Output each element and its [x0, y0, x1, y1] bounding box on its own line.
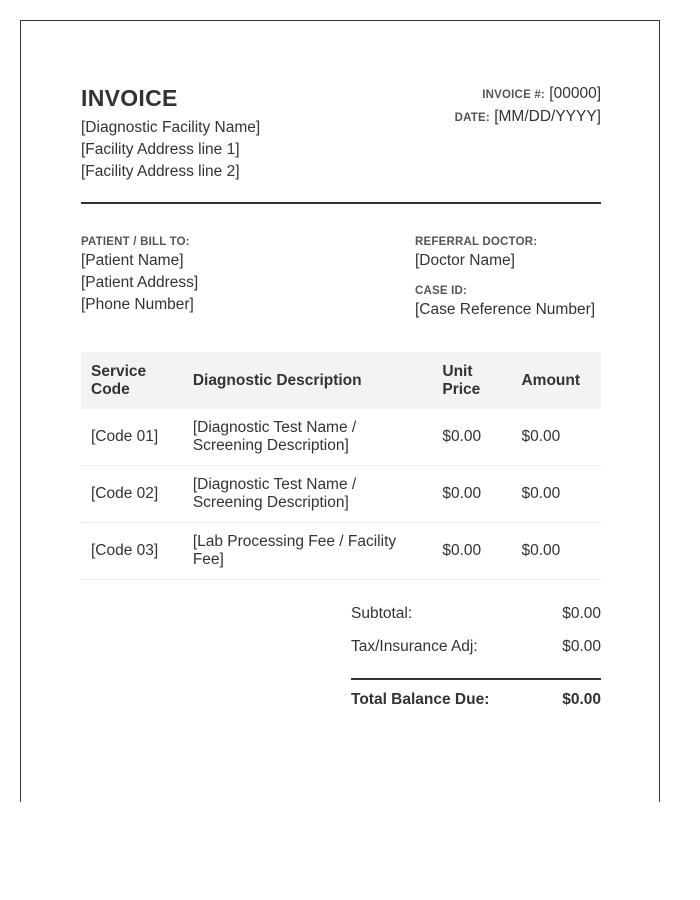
billing-section — [81, 234, 601, 334]
invoice-header — [81, 83, 601, 203]
header-service-code: Service Code — [81, 352, 183, 409]
row-description: [Lab Processing Fee / Facility Fee] — [183, 523, 433, 580]
total-balance-row — [351, 680, 601, 710]
row-unit-price: $0.00 — [432, 466, 511, 523]
bill-to-block — [81, 234, 198, 316]
total-balance-value: $0.00 — [562, 691, 601, 708]
bill-to-label: PATIENT / BILL TO: — [81, 236, 190, 248]
row-amount: $0.00 — [511, 523, 601, 580]
invoice-date-label: DATE: — [454, 112, 490, 124]
invoice-title: INVOICE — [81, 85, 178, 111]
invoice-number-label: INVOICE #: — [482, 89, 545, 101]
header-unit-price: Unit Price — [432, 352, 511, 409]
table-row — [81, 523, 601, 580]
row-unit-price: $0.00 — [432, 409, 511, 466]
referral-doctor-label: REFERRAL DOCTOR: — [415, 236, 538, 248]
invoice-number-row — [455, 83, 601, 106]
subtotal-value: $0.00 — [562, 605, 601, 622]
invoice-page — [20, 20, 660, 802]
row-description: [Diagnostic Test Name / Screening Description] — [183, 409, 433, 466]
row-amount: $0.00 — [511, 466, 601, 523]
patient-name: [Patient Name] — [81, 252, 184, 269]
row-service-code: [Code 02] — [81, 466, 183, 523]
subtotal-label: Subtotal: — [351, 605, 413, 622]
referral-doctor-name: [Doctor Name] — [415, 252, 515, 269]
total-balance-label: Total Balance Due: — [351, 691, 490, 708]
case-id-label: CASE ID: — [415, 285, 468, 297]
table-row — [81, 409, 601, 466]
table-header-row — [81, 352, 601, 409]
patient-phone: [Phone Number] — [81, 296, 194, 313]
invoice-date-row — [455, 106, 601, 129]
facility-address-line-2: [Facility Address line 2] — [81, 163, 240, 180]
header-description: Diagnostic Description — [183, 352, 433, 409]
referral-block — [415, 234, 595, 321]
row-amount: $0.00 — [511, 409, 601, 466]
tax-label: Tax/Insurance Adj: — [351, 638, 478, 655]
tax-row — [351, 636, 601, 669]
table-row — [81, 466, 601, 523]
header-divider — [81, 202, 601, 204]
totals-section — [351, 603, 601, 710]
tax-value: $0.00 — [562, 638, 601, 655]
header-amount: Amount — [511, 352, 601, 409]
row-description: [Diagnostic Test Name / Screening Description] — [183, 466, 433, 523]
patient-address: [Patient Address] — [81, 274, 199, 291]
subtotal-row — [351, 603, 601, 636]
line-items-table — [81, 352, 601, 580]
facility-address-line-1: [Facility Address line 1] — [81, 141, 240, 158]
facility-info — [81, 117, 260, 183]
invoice-date-value: [MM/DD/YYYY] — [494, 108, 601, 125]
row-service-code: [Code 01] — [81, 409, 183, 466]
row-service-code: [Code 03] — [81, 523, 183, 580]
case-id-value: [Case Reference Number] — [415, 301, 596, 318]
facility-name: [Diagnostic Facility Name] — [81, 119, 261, 136]
row-unit-price: $0.00 — [432, 523, 511, 580]
invoice-meta — [455, 83, 601, 129]
invoice-number-value: [00000] — [549, 85, 601, 102]
